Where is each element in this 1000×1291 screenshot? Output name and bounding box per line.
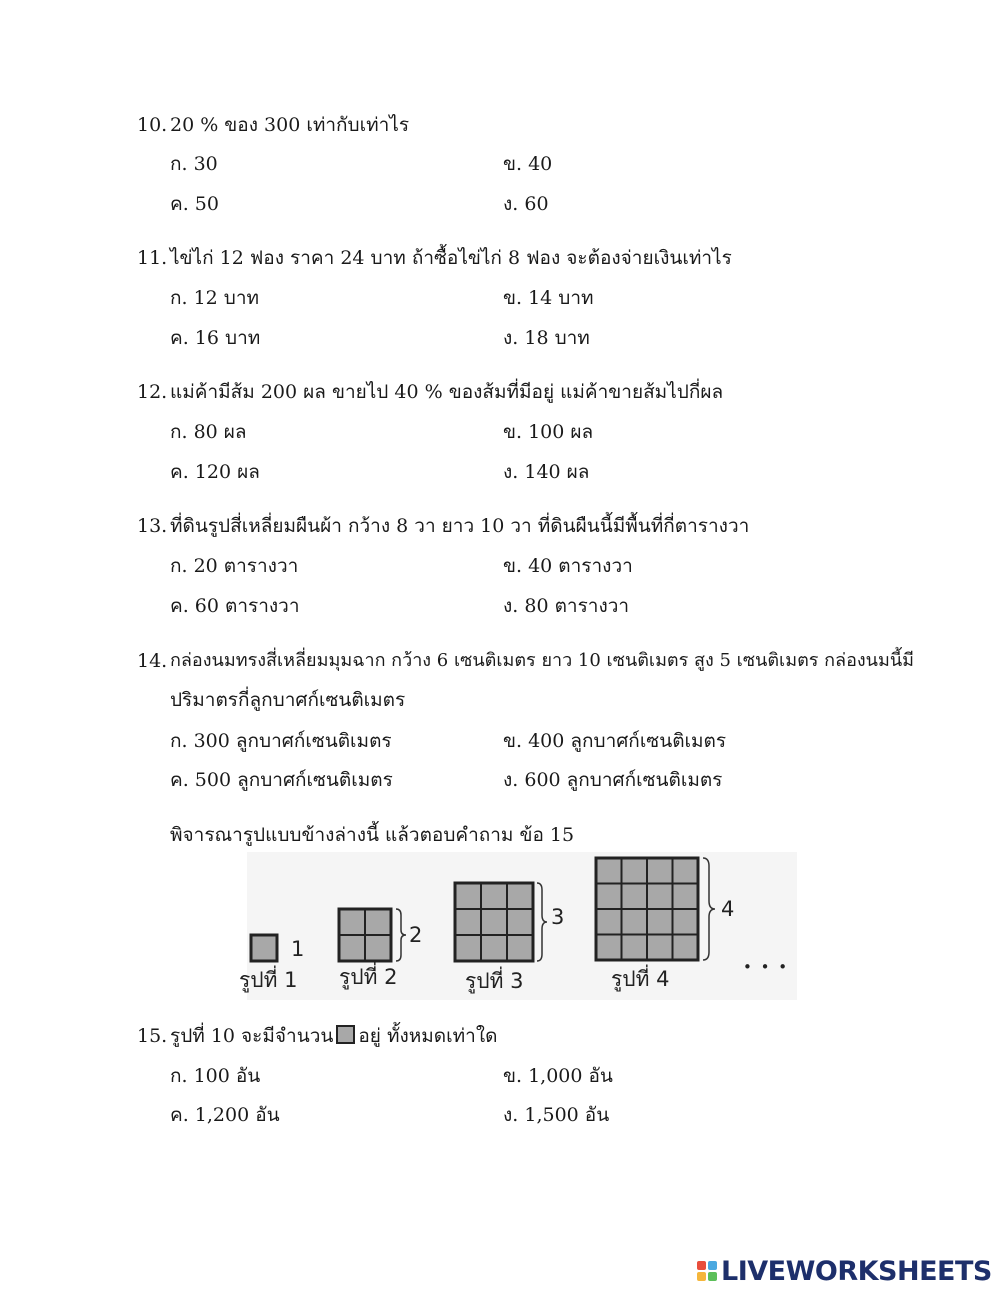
pattern-figure: [239, 852, 797, 1000]
pattern-instruction: พิจารณารูปแบบข้างล่างนี้ แล้วตอบคำถาม ข้อ 15: [170, 824, 575, 846]
logo-cell: [708, 1272, 717, 1281]
logo-cell: [697, 1261, 706, 1270]
question-text-after: อยู่ ทั้งหมดเท่าใด: [358, 1025, 498, 1047]
shape-3-brace: [537, 883, 547, 961]
option-a[interactable]: ก. 80 ผล: [170, 421, 247, 443]
pattern-shape-2: [339, 909, 391, 961]
option-c[interactable]: ค. 1,200 อัน: [170, 1104, 280, 1126]
option-c[interactable]: ค. 60 ตารางวา: [170, 595, 300, 617]
question-text: แม่ค้ามีส้ม 200 ผล ขายไป 40 % ของส้มที่มีอยู่ แม่ค้าขายส้มไปกี่ผล: [170, 381, 724, 403]
shape-3-side-label: 3: [551, 905, 565, 929]
option-d[interactable]: ง. 140 ผล: [503, 461, 590, 483]
logo-cell: [708, 1261, 717, 1270]
option-d[interactable]: ง. 1,500 อัน: [503, 1104, 610, 1126]
shape-4-brace: [703, 858, 715, 960]
pattern-shape-1: [251, 935, 277, 961]
question-number: 13.: [137, 515, 168, 537]
shape-2-brace: [396, 909, 406, 961]
question-text-before: รูปที่ 10 จะมีจำนวน: [170, 1025, 334, 1047]
option-a[interactable]: ก. 100 อัน: [170, 1065, 261, 1087]
shape-4-caption: รูปที่ 4: [611, 967, 670, 991]
option-b[interactable]: ข. 400 ลูกบาศก์เซนติเมตร: [503, 730, 727, 752]
option-a[interactable]: ก. 12 บาท: [170, 287, 260, 309]
shape-1-side-label: 1: [291, 937, 305, 961]
pattern-ellipsis: • • •: [743, 958, 790, 976]
question-number: 10.: [137, 114, 168, 136]
liveworksheets-brand: [697, 1256, 992, 1286]
option-c[interactable]: ค. 500 ลูกบาศก์เซนติเมตร: [170, 769, 393, 791]
pattern-shape-3: [455, 883, 533, 961]
option-d[interactable]: ง. 60: [503, 193, 549, 215]
liveworksheets-logo-icon: [697, 1261, 717, 1281]
shape-2-caption: รูปที่ 2: [339, 965, 398, 989]
shape-3-caption: รูปที่ 3: [465, 969, 524, 993]
question-text: [170, 1024, 497, 1048]
option-b[interactable]: ข. 40 ตารางวา: [503, 555, 633, 577]
shape-1-caption: รูปที่ 1: [239, 968, 298, 992]
question-number: 11.: [137, 247, 168, 269]
question-text-continued: ปริมาตรกี่ลูกบาศก์เซนติเมตร: [170, 689, 406, 711]
option-d[interactable]: ง. 80 ตารางวา: [503, 595, 630, 617]
option-a[interactable]: ก. 20 ตารางวา: [170, 555, 299, 577]
question-text: กล่องนมทรงสี่เหลี่ยมมุมฉาก กว้าง 6 เซนติเมตร ยาว 10 เซนติเมตร สูง 5 เซนติเมตร กล่องนมนี้มี: [170, 650, 915, 671]
brand-text: LIVEWORKSHEETS: [721, 1255, 992, 1287]
shape-4-side-label: 4: [721, 897, 735, 921]
question-number: 12.: [137, 381, 168, 403]
option-d[interactable]: ง. 600 ลูกบาศก์เซนติเมตร: [503, 769, 723, 791]
pattern-shape-4: [596, 858, 698, 960]
logo-cell: [697, 1272, 706, 1281]
option-c[interactable]: ค. 120 ผล: [170, 461, 260, 483]
question-text: 20 % ของ 300 เท่ากับเท่าไร: [170, 114, 410, 136]
shape-2-side-label: 2: [409, 923, 423, 947]
question-number: 14.: [137, 650, 168, 672]
option-c[interactable]: ค. 16 บาท: [170, 327, 261, 349]
question-text: ที่ดินรูปสี่เหลี่ยมผืนผ้า กว้าง 8 วา ยาว 10 วา ที่ดินผืนนี้มีพื้นที่กี่ตารางวา: [170, 515, 750, 537]
question-text: ไข่ไก่ 12 ฟอง ราคา 24 บาท ถ้าซื้อไข่ไก่ 8 ฟอง จะต้องจ่ายเงินเท่าไร: [170, 247, 732, 269]
option-b[interactable]: ข. 1,000 อัน: [503, 1065, 613, 1087]
option-b[interactable]: ข. 14 บาท: [503, 287, 594, 309]
option-c[interactable]: ค. 50: [170, 193, 219, 215]
option-b[interactable]: ข. 100 ผล: [503, 421, 594, 443]
option-d[interactable]: ง. 18 บาท: [503, 327, 590, 349]
small-square-icon: [336, 1025, 355, 1044]
question-number: 15.: [137, 1025, 168, 1047]
option-a[interactable]: ก. 30: [170, 153, 218, 175]
pattern-figure-svg: [239, 852, 797, 1000]
option-a[interactable]: ก. 300 ลูกบาศก์เซนติเมตร: [170, 730, 392, 752]
option-b[interactable]: ข. 40: [503, 153, 553, 175]
